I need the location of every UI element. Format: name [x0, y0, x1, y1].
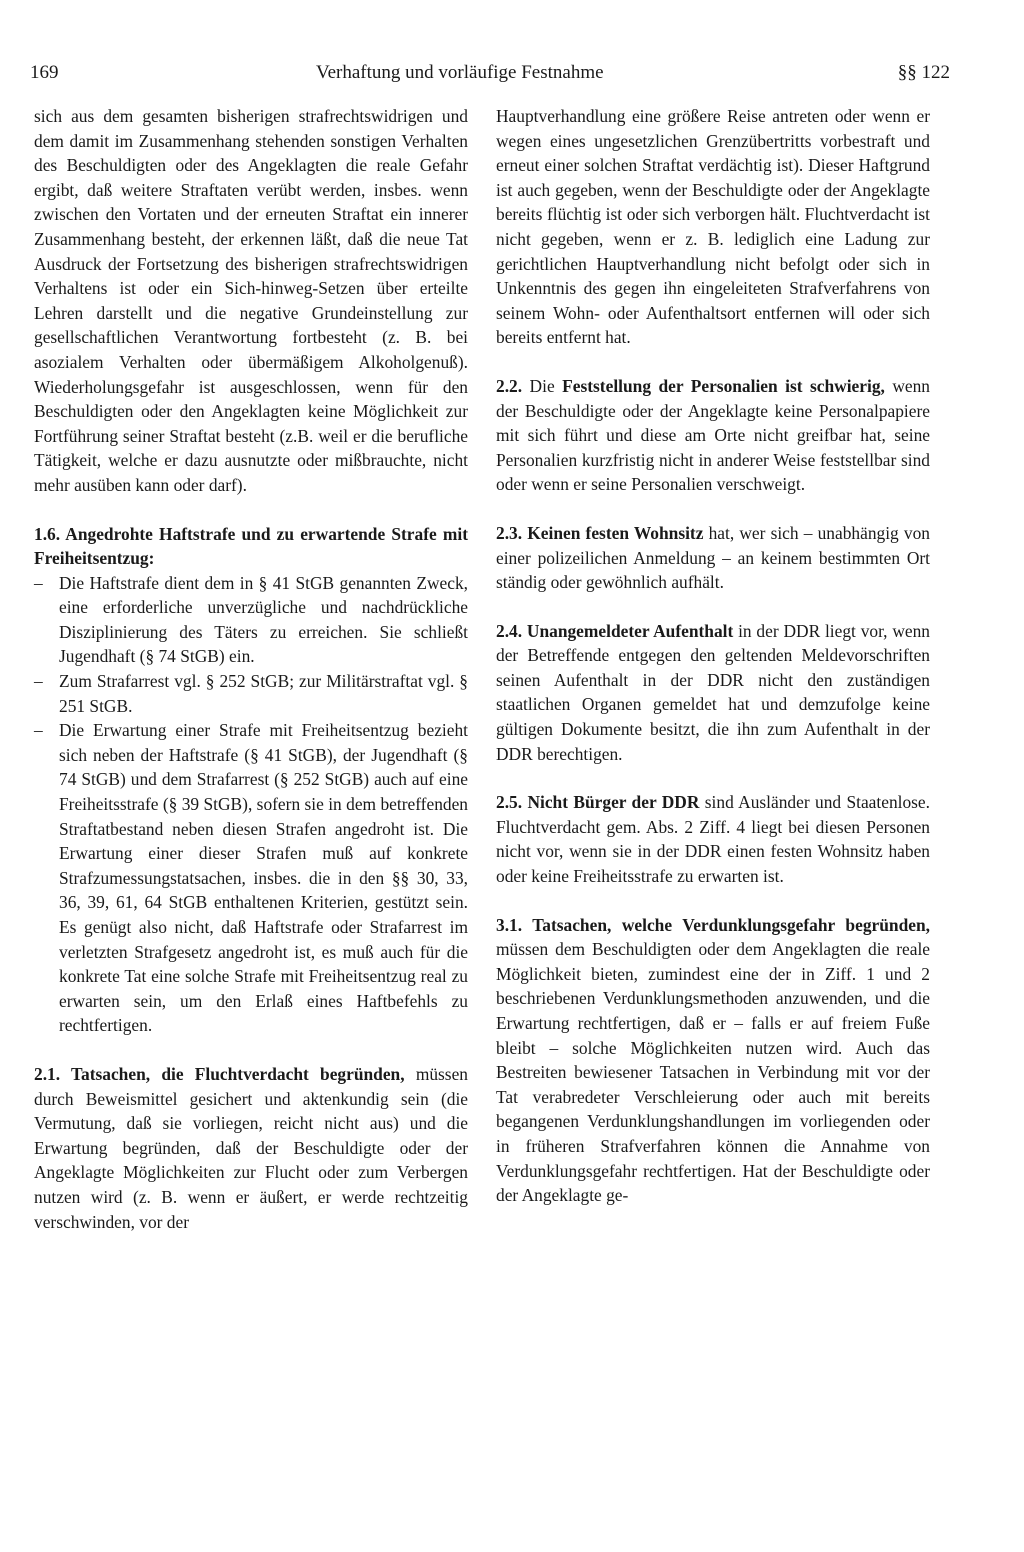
heading-2-5: 2.5. Nicht Bürger der DDR — [496, 792, 700, 813]
paragraph-2-5-text: sind Ausländer und Staatenlose. Fluchtverdacht gem. Abs. 2 Ziff. 4 liegt bei diesen Personen nicht vor, wenn sie in der DDR einen festen Wohnsitz haben oder keine Freiheitsstrafe zu erwarten ist. — [496, 792, 930, 887]
heading-2-3: 2.3. Keinen festen Wohnsitz — [496, 522, 704, 543]
paragraph-2-1 — [34, 1062, 468, 1234]
paragraph-2-5 — [496, 790, 930, 888]
page-number: 169 — [30, 62, 59, 83]
paragraph-2-4-text: in der DDR liegt vor, wenn der Betreffende entgegen den geltenden Meldevorschriften seinen Aufenthalt in der DDR nicht den zuständigen staatlichen Organen gemeldet hat und demzufolge keine gültigen Dokumente besitzt, die ihn zum Aufenthalt in der DDR berechtigen. — [496, 620, 930, 764]
paragraph-3-1 — [496, 913, 930, 1208]
running-title: Verhaftung und vorläufige Festnahme — [316, 62, 604, 83]
section-reference: §§ 122 — [897, 62, 950, 83]
paragraph-2-4 — [496, 619, 930, 767]
list-item: – Die Erwartung einer Strafe mit Freiheitsentzug bezieht sich neben der Haftstrafe (§ 41 StGB), der Jugendhaft (§ 74 StGB) und dem Strafarrest (§ 252 StGB) auch auf eine Freiheitsstrafe (§ 39 StGB), sofern sie in dem betreffenden Straftatbestand neben diesen Strafen angedroht ist. Die Erwartung einer dieser Strafen muß auf konkrete Strafzumessungstatsachen, insbes. die in den §§ 30, 33, 36, 39, 61, 64 StGB enthaltenen Kriterien, gestützt sein. Es genügt also nicht, daß Haftstrafe oder Strafarrest im verletzten Strafgesetz angedroht ist, es muß auch für die konkrete Tat eine solche Strafe mit Freiheitsentzug real zu erwarten sein, um den Erlaß eines Haftbefehls zu rechtfertigen. — [34, 718, 468, 1038]
heading-2-1: 2.1. Tatsachen, die Fluchtverdacht begründen, — [34, 1063, 405, 1084]
paragraph-2-2-text: wenn der Beschuldigte oder der Angeklagte keine Personalpapiere mit sich führt und diese am Orte nicht greifbar hat, seine Personalien kurzfristig nicht in anderer Weise feststellbar sind oder wenn er seine Personalien verschweigt. — [496, 375, 930, 495]
paragraph-2-2 — [496, 374, 930, 497]
heading-2-2: Feststellung der Personalien ist schwierig, — [562, 375, 885, 396]
list-item: – Die Haftstrafe dient dem in § 41 StGB genannten Zweck, eine erforderliche unverzügliche und nachdrückliche Disziplinierung des Täters zu erreichen. Sie schließt Jugendhaft (§ 74 StGB) ein. — [34, 571, 468, 669]
paragraph-2-1-text: müssen durch Beweismittel gesichert und aktenkundig sein (die Vermutung, daß sie vorliegen, reicht nicht aus) und die Erwartung begründen, daß der Beschuldigte oder der Angeklagte Möglichkeiten zur Flucht oder zum Verbergen nutzen wird (z. B. wenn er äußert, er werde rechtzeitig verschwinden, vor der — [34, 1063, 468, 1232]
heading-2-4: 2.4. Unangemeldeter Aufenthalt — [496, 620, 734, 641]
list-item: – Zum Strafarrest vgl. § 252 StGB; zur Militärstraftat vgl. § 251 StGB. — [34, 669, 468, 718]
heading-1-6-text: 1.6. Angedrohte Haftstrafe und zu erwartende Strafe mit Freiheitsentzug: — [34, 523, 468, 569]
right-column — [496, 104, 930, 1208]
paragraph-2-3 — [496, 521, 930, 595]
paragraph-1-5-continued: sich aus dem gesamten bisherigen strafrechtswidrigen und dem damit im Zusammenhang stehenden sonstigen Verhalten des Beschuldigten oder des Angeklagten die reale Gefahr ergibt, daß weitere Straftaten verübt werden, insbes. wenn zwischen den Vortaten und der erneuten Straftat ein innerer Zusammenhang besteht, der erkennen läßt, daß die neue Tat Ausdruck der Fortsetzung des bisherigen strafrechtswidrigen Verhaltens ist oder ein Sich-hinweg-Setzen über erteilte Lehren darstellt und die negative Grundeinstellung zur gesellschaftlichen Verantwortung fortbesteht (z. B. bei asozialem Verhalten oder übermäßigem Alkoholgenuß). Wiederholungsgefahr ist ausgeschlossen, wenn für den Beschuldigten oder den Angeklagten keine Möglichkeit zur Fortführung seiner Straftat besteht (z.B. weil er die berufliche Tätigkeit, welche er dazu ausnutzte oder mißbrauchte, nicht mehr ausüben kann oder darf). — [34, 106, 468, 495]
paragraph-3-1-text: müssen dem Beschuldigten oder dem Angeklagten die reale Möglichkeit bieten, zumindest eine der in Ziff. 1 und 2 beschriebenen Verdunklungsmethoden anzuwenden, und die Erwartung rechtfertigen, daß er – falls er auf freiem Fuße bleibt – solche Möglichkeiten nutzen wird. Auch das Bestreiten bewiesener Tatsachen in Verbindung mit vor der Tat verabredeter Verschleierung oder auch mit bereits begangenen Verdunklungshandlungen im vorliegenden oder in früheren Strafverfahren können die Annahme von Verdunklungsgefahr rechtfertigen. Hat der Beschuldigte oder der Angeklagte ge- — [496, 939, 930, 1206]
paragraph-2-2-lead: Die — [522, 375, 563, 396]
list-1-6 — [34, 571, 468, 1038]
number-2-2: 2.2. — [496, 375, 523, 396]
paragraph-2-1-continued: Hauptverhandlung eine größere Reise antreten oder wenn er wegen eines ungesetzlichen Grenzübertritts vorbestraft und erneut einer solchen Straftat verdächtig ist). Dieser Haftgrund ist auch gegeben, wenn der Beschuldigte oder der Angeklagte bereits flüchtig ist oder sich verborgen hält. Fluchtverdacht ist nicht gegeben, wenn er z. B. lediglich eine Ladung zur gerichtlichen Hauptverhandlung nicht befolgt oder sich in Unkenntnis des gegen ihn eingeleiteten Strafverfahrens von seinem Wohn- oder Aufenthaltsort entfernen will oder sich bereits entfernt hat. — [496, 106, 930, 348]
heading-1-6 — [34, 522, 468, 571]
running-header — [30, 56, 950, 90]
heading-3-1: 3.1. Tatsachen, welche Verdunklungsgefahr begründen, — [496, 914, 930, 935]
left-column — [34, 104, 468, 1234]
paragraph-2-3-text: hat, wer sich – unabhängig von einer polizeilichen Anmeldung – an keinem bestimmten Ort ständig oder gewöhnlich aufhält. — [496, 522, 930, 593]
